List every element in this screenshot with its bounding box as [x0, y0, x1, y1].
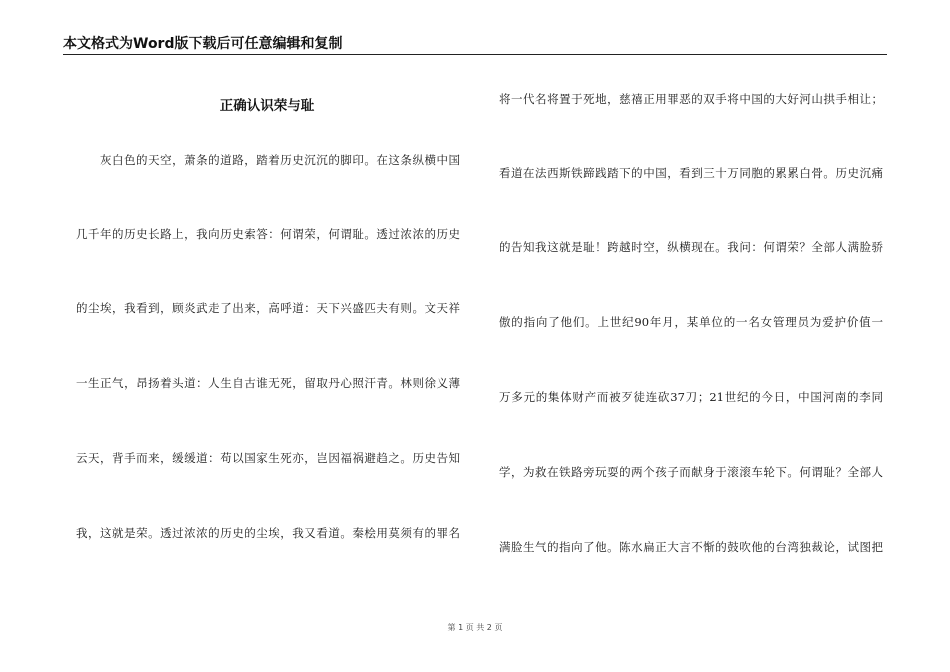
text-line: 的告知我这就是耻！跨越时空，纵横现在。我问：何谓荣？全部人满脸骄	[499, 240, 883, 254]
article-title: 正确认识荣与耻	[219, 98, 315, 114]
text-line: 看道在法西斯铁蹄践踏下的中国，看到三十万同胞的累累白骨。历史沉痛	[499, 166, 883, 180]
left-text-column	[76, 0, 460, 672]
header-text: 本文格式为Word版下载后可任意编辑和复制	[63, 36, 343, 52]
text-line: 云天，背手而来，缓缓道：苟以国家生死亦，岂因福祸避趋之。历史告知	[76, 451, 460, 465]
text-line: 一生正气，昂扬着头道：人生自古谁无死，留取丹心照汗青。林则徐义薄	[76, 376, 460, 390]
text-line: 我，这就是荣。透过浓浓的历史的尘埃，我又看道。秦桧用莫须有的罪名	[76, 526, 460, 540]
right-text-column	[499, 0, 883, 672]
text-line: 几千年的历史长路上，我向历史索答：何谓荣，何谓耻。透过浓浓的历史	[76, 227, 460, 241]
text-line: 的尘埃，我看到，顾炎武走了出来，高呼道：天下兴盛匹夫有则。文天祥	[76, 301, 460, 315]
text-line: 满脸生气的指向了他。陈水扁正大言不惭的鼓吹他的台湾独裁论，试图把	[499, 540, 883, 554]
page-number: 第 1 页 共 2 页	[447, 623, 503, 632]
text-line: 学，为救在铁路旁玩耍的两个孩子而献身于滚滚车轮下。何谓耻？全部人	[499, 465, 883, 479]
text-line: 灰白色的天空，萧条的道路，踏着历史沉沉的脚印。在这条纵横中国	[100, 153, 460, 167]
text-line: 将一代名将置于死地，慈禧正用罪恶的双手将中国的大好河山拱手相让；	[499, 92, 883, 106]
text-line: 傲的指向了他们。上世纪90年月，某单位的一名女管理员为爱护价值一	[499, 315, 883, 329]
text-line: 万多元的集体财产而被歹徒连砍37刀；21世纪的今日，中国河南的李同	[499, 390, 883, 404]
